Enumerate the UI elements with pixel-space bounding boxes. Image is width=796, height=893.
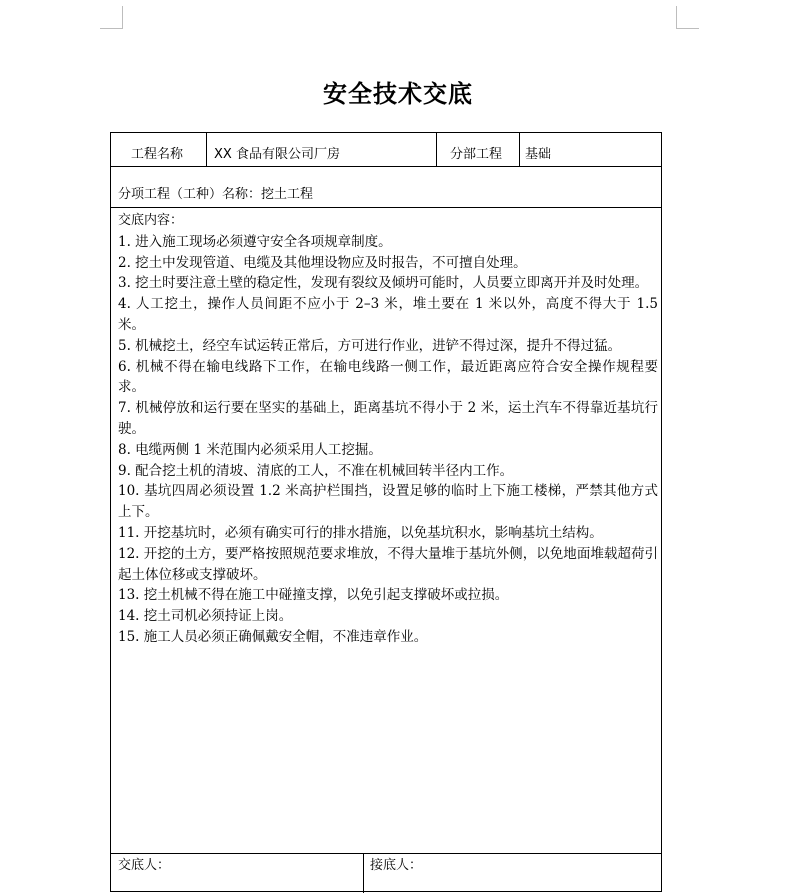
row-divider [111, 207, 661, 208]
project-name-value: XX 食品有限公司厂房 [214, 147, 340, 162]
content-item: 8. 电缆两侧 1 米范围内必须采用人工挖掘。 [118, 441, 382, 458]
content-item: 11. 开挖基坑时，必须有确实可行的排水措施，以免基坑积水，影响基坑土结构。 [118, 524, 603, 541]
disclosure-content [118, 211, 658, 648]
row-divider [111, 853, 661, 854]
column-divider [206, 133, 207, 166]
content-item: 15. 施工人员必须正确佩戴安全帽，不准违章作业。 [118, 628, 428, 645]
project-name-label: 工程名称 [131, 147, 184, 162]
content-item: 10. 基坑四周必须设置 1.2 米高护栏围挡，设置足够的临时上下施工楼梯，严禁其他方式上下。 [118, 483, 658, 521]
content-item: 2. 挖土中发现管道、电缆及其他埋设物应及时报告，不可擅自处理。 [118, 254, 527, 271]
subitem-label: 分项工程（工种）名称： [118, 187, 262, 202]
subitem-value: 挖土工程 [261, 187, 314, 202]
column-divider [363, 853, 364, 893]
content-item: 12. 开挖的土方，要严格按照规范要求堆放，不得大量堆于基坑外侧，以免地面堆载超荷引起土体位移或支撑破坏。 [118, 545, 658, 583]
presenter-label: 交底人： [118, 858, 171, 873]
page-corner-mark-right [676, 6, 699, 29]
content-item: 6. 机械不得在输电线路下工作，在输电线路一侧工作，最近距离应符合安全操作规程要求。 [118, 358, 658, 396]
content-item: 3. 挖土时要注意土壁的稳定性，发现有裂纹及倾坍可能时，人员要立即离开并及时处理。 [118, 275, 649, 292]
page-corner-mark-left [100, 6, 123, 29]
subitem-row [118, 187, 313, 203]
receiver-label: 接底人： [370, 858, 423, 873]
content-item: 1. 进入施工现场必须遵守安全各项规章制度。 [118, 233, 392, 250]
division-value: 基础 [525, 147, 552, 162]
row-divider [111, 166, 661, 167]
content-heading: 交底内容： [118, 213, 184, 228]
content-item: 9. 配合挖土机的清坡、清底的工人，不准在机械回转半径内工作。 [118, 462, 514, 479]
document-title: 安全技术交底 [323, 80, 473, 108]
disclosure-form [110, 132, 662, 892]
column-divider [519, 133, 520, 166]
content-item: 14. 挖土司机必须持证上岗。 [118, 608, 293, 625]
content-item: 5. 机械挖土，经空车试运转正常后，方可进行作业，进铲不得过深，提升不得过猛。 [118, 337, 622, 354]
content-item: 13. 挖土机械不得在施工中碰撞支撑，以免引起支撑破坏或拉损。 [118, 587, 509, 604]
column-divider [436, 133, 437, 166]
content-item: 4. 人工挖土，操作人员间距不应小于 2–3 米，堆土要在 1 米以外，高度不得大于 1.5 米。 [118, 296, 658, 333]
division-label: 分部工程 [450, 147, 503, 162]
content-item: 7. 机械停放和运行要在坚实的基础上，距离基坑不得小于 2 米，运土汽车不得靠近基坑行驶。 [118, 400, 658, 437]
